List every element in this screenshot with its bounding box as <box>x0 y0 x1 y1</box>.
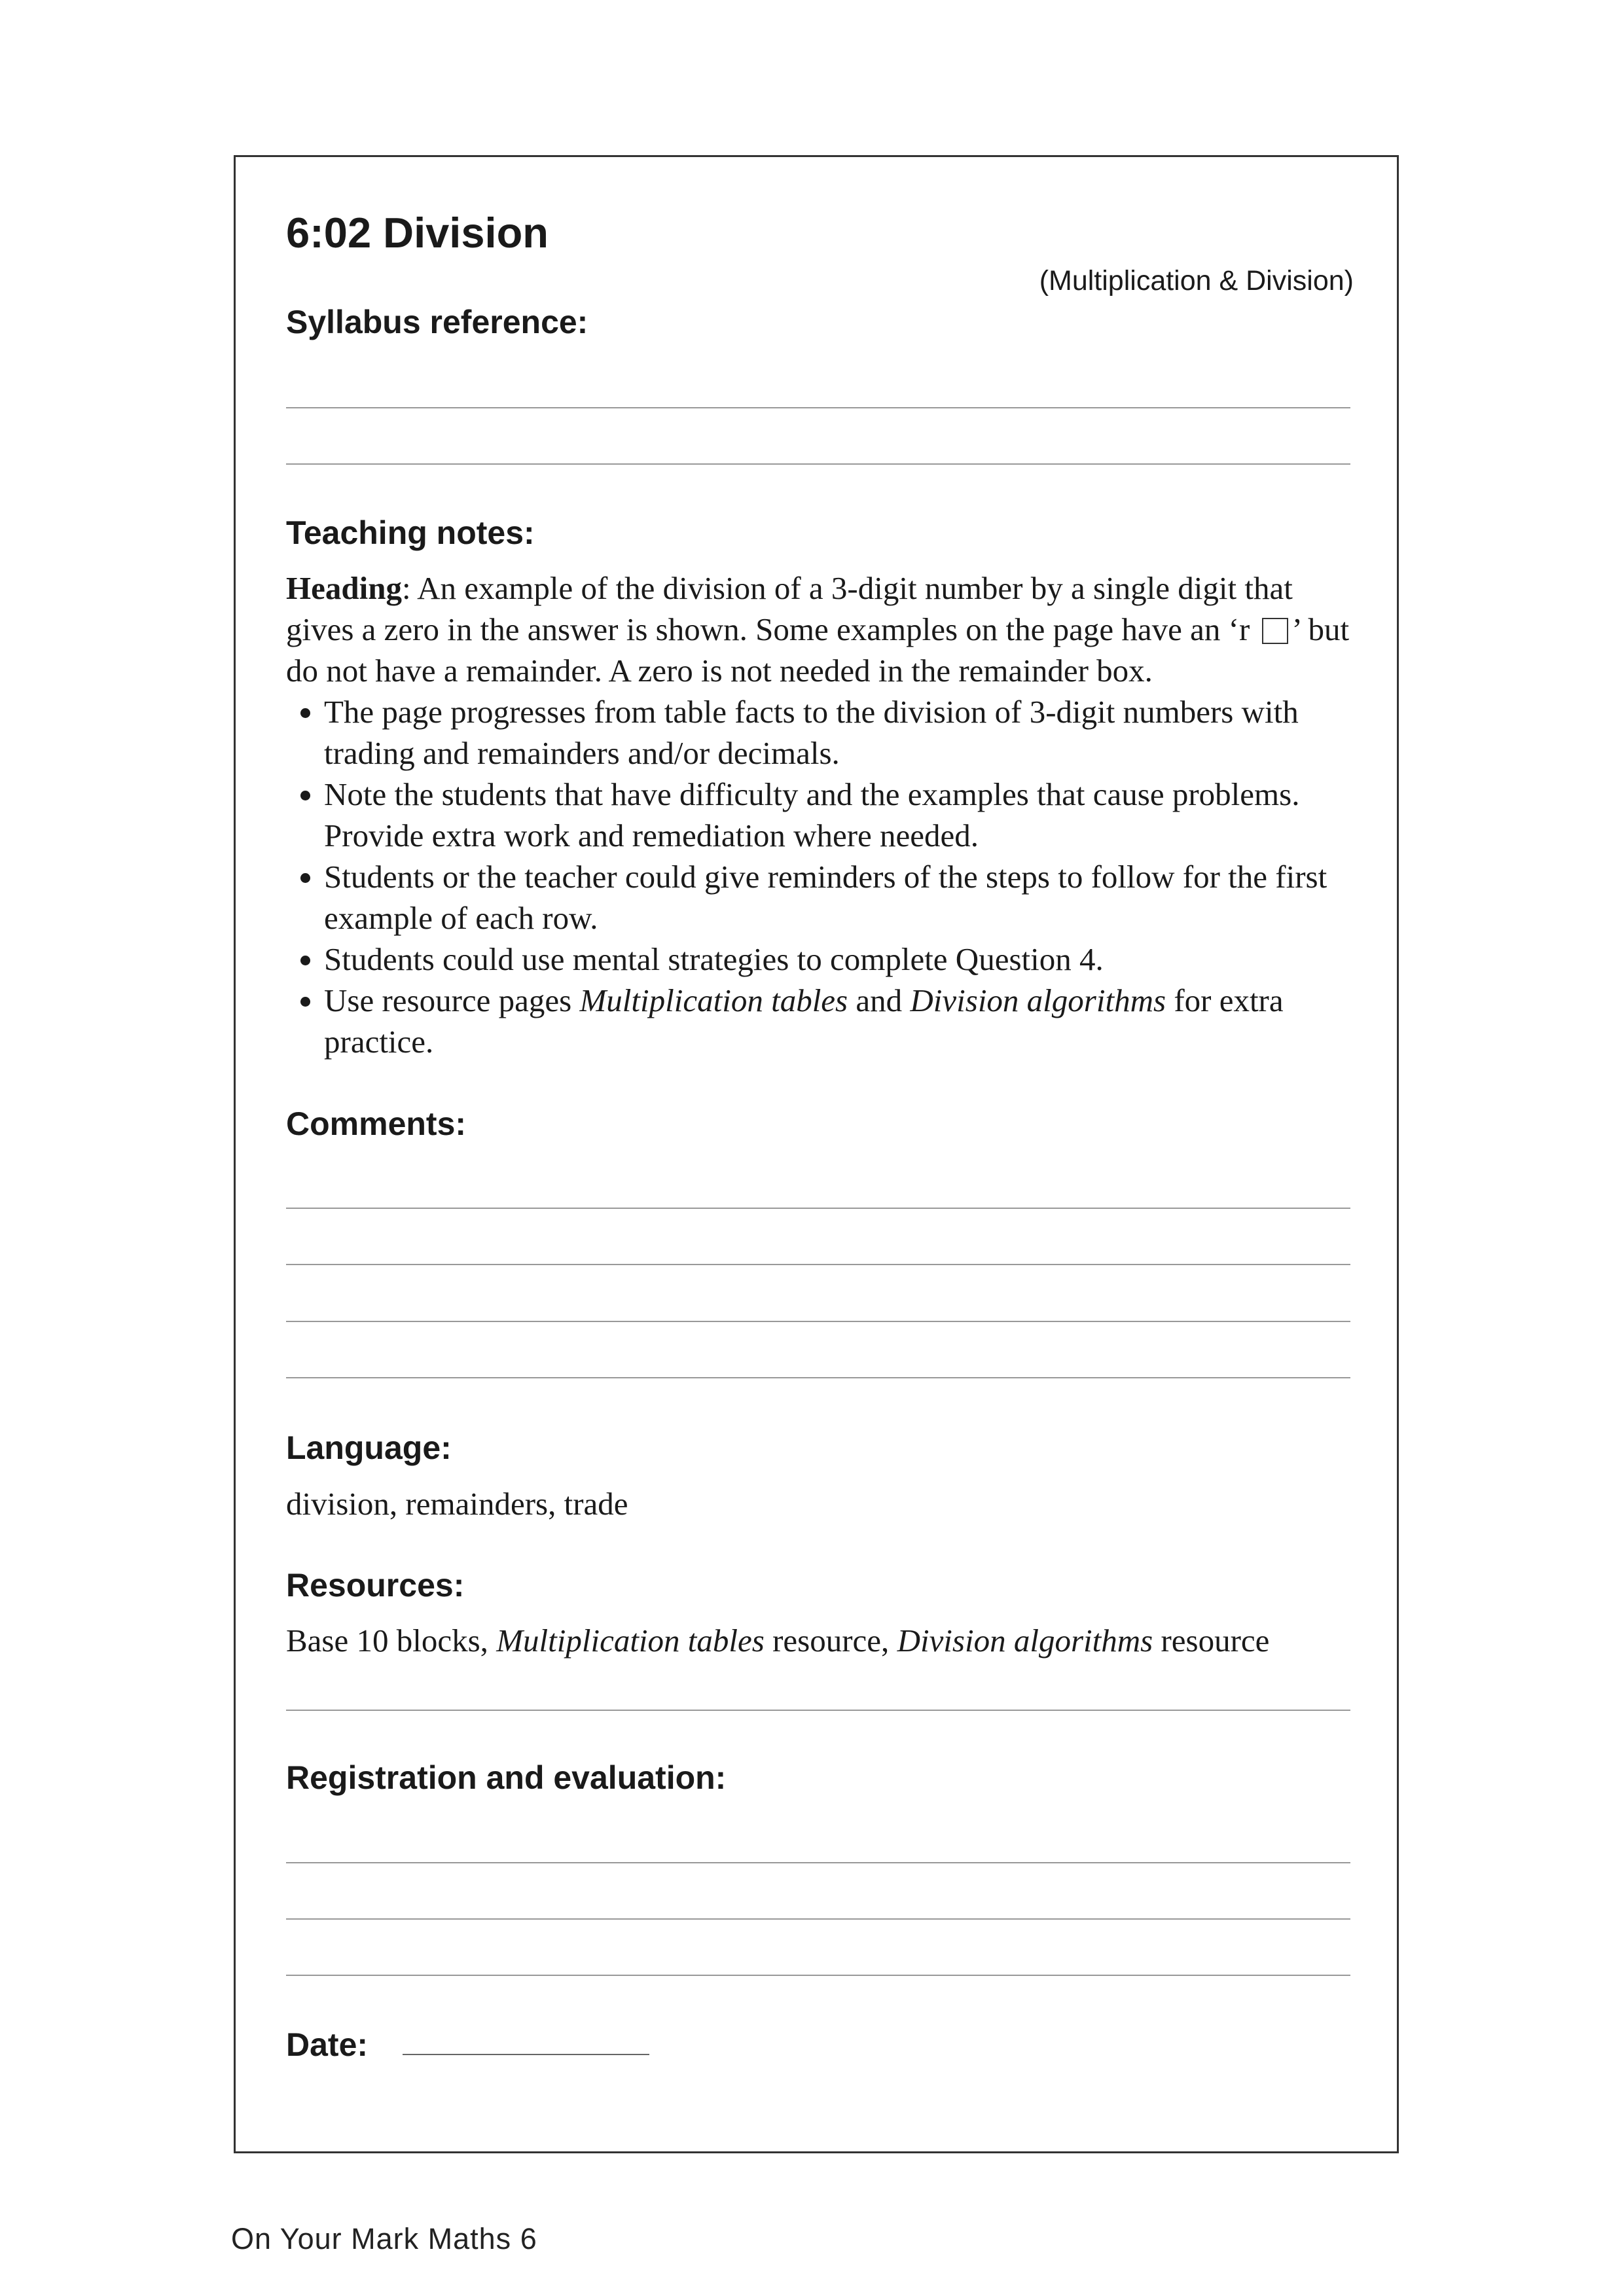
teaching-notes-body <box>286 567 1350 1062</box>
comments-line-3[interactable] <box>286 1321 1350 1322</box>
language-heading: Language: <box>286 1429 452 1466</box>
syllabus-line-2[interactable] <box>286 463 1350 465</box>
strand-label: (Multiplication & Division) <box>1039 265 1354 296</box>
comments-line-4[interactable] <box>286 1377 1350 1378</box>
list-item: • Students or the teacher could give reminders of the steps to follow for the first example of each row. <box>324 856 1350 939</box>
resources-text <box>286 1620 1350 1661</box>
list-item <box>324 980 1350 1062</box>
resources-text-part: resource <box>1153 1623 1270 1659</box>
resource-name: Multiplication tables <box>579 982 848 1018</box>
teaching-notes-list <box>286 691 1350 1062</box>
registration-line-1[interactable] <box>286 1862 1350 1863</box>
comments-line-1[interactable] <box>286 1208 1350 1209</box>
comments-line-2[interactable] <box>286 1264 1350 1265</box>
date-line[interactable] <box>403 2054 649 2055</box>
teaching-notes-heading: Teaching notes: <box>286 514 535 551</box>
list-item-text: Use resource pages <box>324 982 580 1018</box>
resource-name: Division algorithms <box>897 1623 1153 1659</box>
page-title: 6:02 Division <box>286 209 549 257</box>
list-item: • Note the students that have difficulty and the examples that cause problems. Provide extra work and remediation where needed. <box>324 774 1350 856</box>
registration-line-2[interactable] <box>286 1918 1350 1920</box>
heading-note <box>286 567 1350 691</box>
list-item-text: and <box>848 982 911 1018</box>
heading-note-text-2: ’ but do not have a remainder. A zero is not needed in the remainder box. <box>286 611 1350 689</box>
resource-name: Division algorithms <box>910 982 1166 1018</box>
registration-heading: Registration and evaluation: <box>286 1759 727 1796</box>
syllabus-heading: Syllabus reference: <box>286 304 588 340</box>
resources-text-part: resource, <box>764 1623 897 1659</box>
list-item-text: for extra practice. <box>324 982 1284 1060</box>
heading-note-text-1: : An example of the division of a 3-digit number by a single digit that gives a zero in the answer is shown. Some examples on the page have an ‘r <box>286 570 1293 647</box>
date-label: Date: <box>286 2026 369 2063</box>
resources-heading: Resources: <box>286 1567 465 1604</box>
resources-text-part: Base 10 blocks, <box>286 1623 497 1659</box>
footer-text: On Your Mark Maths 6 <box>231 2222 537 2255</box>
heading-note-label: Heading <box>286 570 402 606</box>
comments-heading: Comments: <box>286 1105 467 1142</box>
page-frame <box>234 155 1399 2153</box>
list-item: • Students could use mental strategies to complete Question 4. <box>324 939 1350 980</box>
syllabus-line-1[interactable] <box>286 407 1350 408</box>
list-item: • The page progresses from table facts to the division of 3-digit numbers with trading and remainders and/or decimals. <box>324 691 1350 774</box>
resource-name: Multiplication tables <box>496 1623 765 1659</box>
registration-line-3[interactable] <box>286 1975 1350 1976</box>
resources-line[interactable] <box>286 1710 1350 1711</box>
language-text: division, remainders, trade <box>286 1486 628 1522</box>
remainder-box-icon <box>1262 618 1288 644</box>
